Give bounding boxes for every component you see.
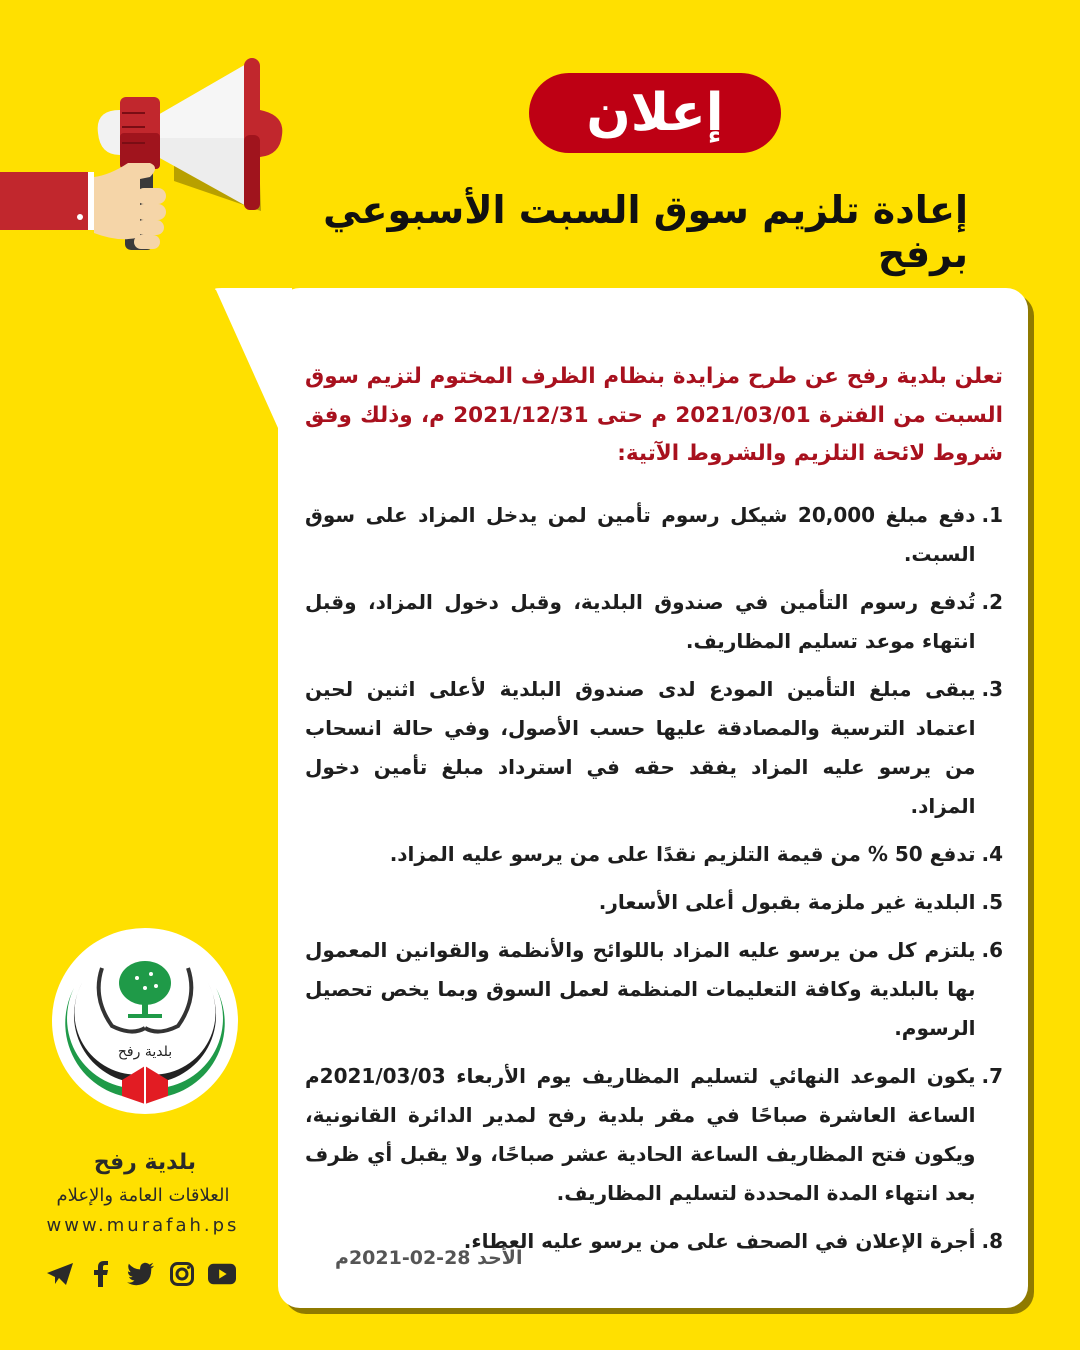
item-number: 5. — [981, 889, 1003, 914]
logo-text: بلدية رفح — [117, 1044, 173, 1060]
conditions-list — [305, 496, 1003, 1261]
facebook-icon[interactable] — [87, 1260, 115, 1288]
item-number: 3. — [981, 676, 1003, 701]
item-text: البلدية غير ملزمة بقبول أعلى الأسعار. — [598, 889, 976, 914]
instagram-icon[interactable] — [168, 1260, 196, 1288]
page-title: إعادة تلزيم سوق السبت الأسبوعي برفح — [323, 188, 968, 276]
social-links — [46, 1260, 236, 1288]
item-number: 8. — [981, 1228, 1003, 1253]
item-number: 7. — [981, 1063, 1003, 1088]
youtube-icon[interactable] — [208, 1260, 236, 1288]
item-text: أجرة الإعلان في الصحف على من يرسو عليه العطاء. — [463, 1228, 976, 1253]
item-text: دفع مبلغ 20,000 شيكل رسوم تأمين لمن يدخل المزاد على سوق السبت. — [305, 502, 976, 566]
website-link[interactable]: www.murafah.ps — [46, 1215, 240, 1236]
item-text: يبقى مبلغ التأمين المودع لدى صندوق البلدية لأعلى اثنين لحين اعتماد الترسية والمصادقة عليها حسب الأصول، وفي حالة انسحاب من يرسو عليه المزاد يفقد حقه في استرداد مبلغ تأمين دخول المزاد. — [305, 676, 976, 818]
condition-item — [305, 670, 1003, 826]
notice-intro: تعلن بلدية رفح عن طرح مزايدة بنظام الظرف المختوم لتزيم سوق السبت من الفترة 2021/03/01 م حتى 2021/12/31 م، وذلك وفق شروط لائحة التلزيم والشروط الآتية: — [305, 364, 1003, 466]
item-number: 1. — [981, 502, 1003, 527]
publish-date: الأحد 28-02-2021م — [335, 1247, 523, 1269]
condition-item — [305, 931, 1003, 1048]
megaphone-icon — [0, 55, 300, 255]
item-number: 2. — [981, 589, 1003, 614]
notice-content — [305, 358, 1003, 1270]
department-name: العلاقات العامة والإعلام — [56, 1185, 230, 1206]
announcement-badge: إعلان — [529, 73, 781, 153]
municipality-logo — [52, 928, 238, 1114]
item-number: 6. — [981, 937, 1003, 962]
condition-item — [305, 835, 1003, 874]
twitter-icon[interactable] — [127, 1260, 155, 1288]
condition-item — [305, 496, 1003, 574]
org-name: بلدية رفح — [93, 1150, 197, 1175]
item-text: تدفع 50 % من قيمة التلزيم نقدًا على من يرسو عليه المزاد. — [389, 841, 976, 866]
item-text: تُدفع رسوم التأمين في صندوق البلدية، وقبل دخول المزاد، وقبل انتهاء موعد تسليم المظاريف. — [305, 589, 976, 653]
condition-item — [305, 583, 1003, 661]
telegram-icon[interactable] — [46, 1260, 74, 1288]
item-text: يلتزم كل من يرسو عليه المزاد باللوائح والأنظمة والقوانين المعمول بها بالبلدية وكافة التعليمات المنظمة لعمل السوق وبما يخص تحصيل الرسوم. — [305, 937, 976, 1040]
item-number: 4. — [981, 841, 1003, 866]
condition-item — [305, 883, 1003, 922]
condition-item — [305, 1057, 1003, 1213]
item-text: يكون الموعد النهائي لتسليم المظاريف يوم الأربعاء 2021/03/03م الساعة العاشرة صباحًا في مقر بلدية رفح لمدير الدائرة القانونية، ويكون فتح المظاريف الساعة الحادية عشر صباحًا، ولا يقبل أي ظرف بعد انتهاء المدة المحددة لتسليم المظاريف. — [305, 1063, 976, 1205]
